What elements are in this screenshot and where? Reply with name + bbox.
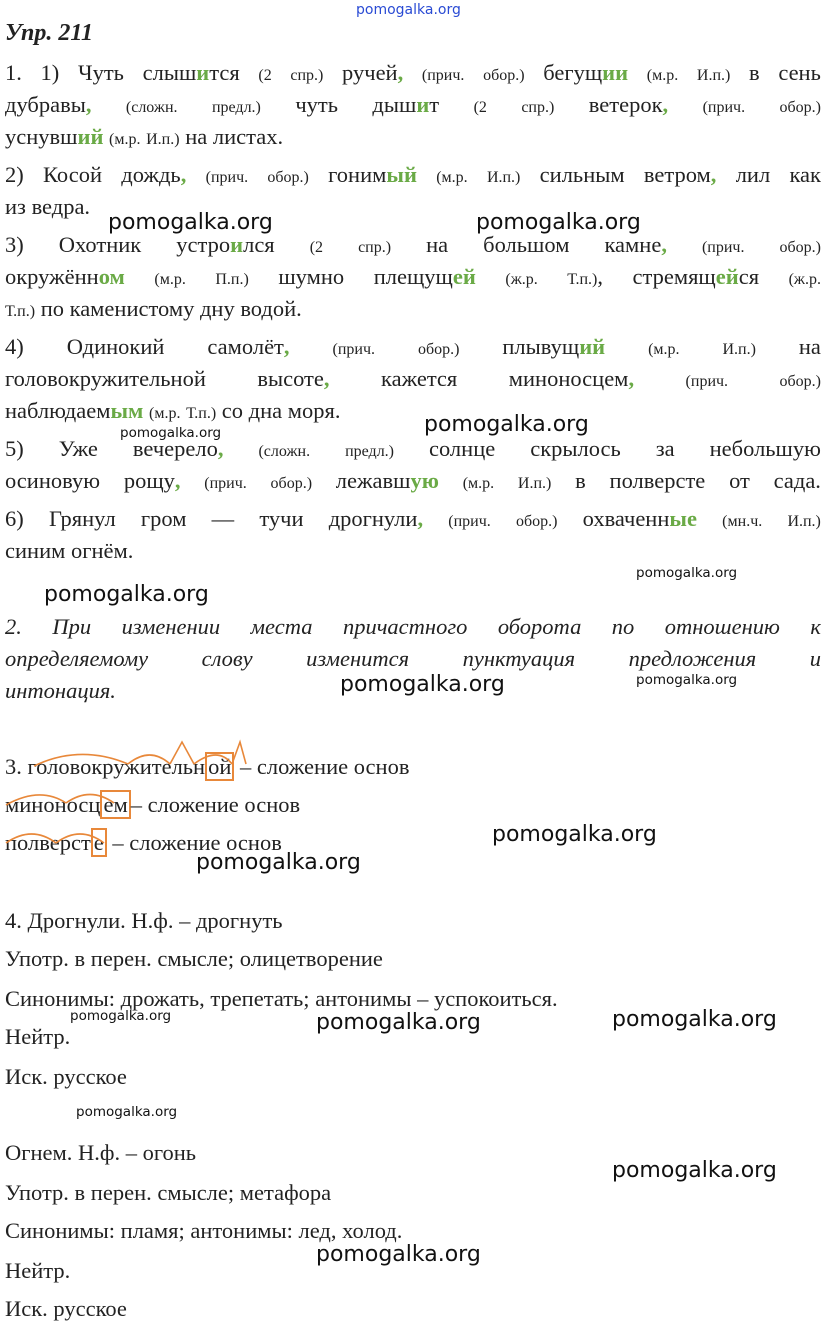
highlighted-ending: ий — [77, 124, 104, 149]
highlighted-ending: ий — [579, 334, 606, 359]
answer-line — [5, 644, 821, 674]
text-fragment: каменистому — [69, 296, 195, 321]
text-fragment: водой. — [240, 296, 302, 321]
formation-note: – сложение основ — [106, 830, 282, 855]
watermark: pomogalka.org — [44, 582, 209, 607]
text-fragment: осиновую — [5, 468, 101, 493]
word-ending: ем — [100, 790, 130, 819]
text-fragment: кажется — [381, 366, 458, 391]
word-stem: миноносц — [5, 792, 101, 817]
text-line — [5, 160, 821, 193]
grammar-note: И.п.) — [517, 475, 552, 492]
text-fragment: шумно — [278, 264, 345, 289]
text-fragment: скрылось — [530, 436, 621, 461]
grammar-note: (ж.р. — [505, 271, 538, 288]
text-fragment: 5) — [5, 436, 24, 461]
grammar-note: И.п.) — [486, 169, 521, 186]
highlighted-ending: , — [283, 334, 290, 359]
text-fragment: рощу — [123, 468, 175, 493]
text-line — [5, 332, 821, 365]
text-fragment: — — [211, 506, 235, 531]
text-line — [5, 262, 821, 295]
text-fragment: 3) — [5, 232, 24, 257]
text-fragment: лся — [243, 232, 275, 257]
watermark: pomogalka.org — [108, 210, 273, 235]
grammar-note: (ж.р. — [788, 271, 821, 288]
text-line — [5, 466, 821, 499]
word: отношению — [664, 614, 780, 639]
analysis-line: Иск. русское — [5, 1296, 127, 1321]
highlighted-ending: , — [661, 232, 667, 257]
text-fragment: Одинокий — [66, 334, 165, 359]
grammar-note: Т.п.) — [186, 405, 217, 422]
analysis-line: Синонимы: дрожать, трепетать; антонимы – успокоиться. — [5, 986, 558, 1011]
highlighted-ending: , — [417, 506, 424, 531]
text-fragment: 4) — [5, 334, 24, 359]
text-fragment: дыш — [372, 92, 417, 117]
text-fragment: дрогнули — [328, 506, 418, 531]
text-fragment: 1) — [40, 60, 60, 85]
grammar-note: обор.) — [515, 513, 558, 530]
highlighted-ending: , — [662, 92, 669, 117]
text-fragment: Уже — [58, 436, 98, 461]
highlighted-ending: ей — [715, 264, 739, 289]
answer-line: интонация. — [5, 678, 116, 703]
text-fragment: гоним — [328, 162, 387, 187]
watermark: pomogalka.org — [120, 425, 222, 441]
text-fragment: высоте — [257, 366, 324, 391]
highlighted-ending: ом — [98, 264, 125, 289]
highlighted-ending: , — [710, 162, 717, 187]
word: оборота — [497, 614, 582, 639]
morpheme-row: 3. головокружительн ой – сложение основ — [5, 754, 410, 779]
text-fragment: Чуть — [77, 60, 124, 85]
analysis-line: Огнем. Н.ф. – огонь — [5, 1140, 197, 1165]
grammar-note: (прич. — [702, 99, 746, 116]
word: к — [810, 614, 821, 639]
text-fragment: слыш — [142, 60, 197, 85]
formation-note: – сложение основ — [130, 792, 301, 817]
text-fragment: вечерело — [132, 436, 218, 461]
text-fragment: лежавш — [335, 468, 411, 493]
text-fragment: ручей — [342, 60, 398, 85]
text-fragment: в — [575, 468, 586, 493]
analysis-line: Синонимы: пламя; антонимы: лед, холод. — [5, 1218, 403, 1243]
text-fragment: синим — [5, 538, 66, 563]
text-fragment: моря. — [287, 398, 341, 423]
grammar-note: (м.р. — [436, 169, 468, 186]
analysis-line: 4. Дрогнули. Н.ф. – дрогнуть — [5, 908, 283, 933]
text-fragment: 1. — [5, 60, 22, 85]
text-fragment: стремящ — [632, 264, 716, 289]
word: места — [250, 614, 313, 639]
grammar-note: (м.р. — [149, 405, 181, 422]
top-watermark: pomogalka.org — [356, 2, 461, 18]
text-fragment: большом — [483, 232, 570, 257]
grammar-note: И.п.) — [787, 513, 821, 530]
text-fragment: со — [221, 398, 244, 423]
text-fragment: дождь — [121, 162, 181, 187]
highlighted-ending: , — [628, 366, 635, 391]
text-fragment: на — [798, 334, 821, 359]
grammar-note: (сложн. — [125, 99, 178, 116]
watermark: pomogalka.org — [492, 822, 657, 847]
grammar-note: Т.п.) — [5, 303, 36, 320]
grammar-note: (м.р. — [462, 475, 495, 492]
watermark: pomogalka.org — [70, 1008, 172, 1024]
text-fragment: сень — [778, 60, 821, 85]
grammar-note: (прич. — [701, 239, 745, 256]
word: предложения — [628, 646, 757, 671]
watermark: pomogalka.org — [316, 1010, 481, 1035]
text-fragment: тся — [209, 60, 240, 85]
analysis-line: Иск. русское — [5, 1064, 127, 1089]
highlighted-ending: ей — [452, 264, 476, 289]
grammar-note: (прич. — [205, 169, 249, 186]
grammar-note: обор.) — [779, 373, 821, 390]
grammar-note: обор.) — [483, 67, 525, 84]
text-fragment: ведра. — [31, 194, 91, 219]
word: При — [52, 614, 92, 639]
text-fragment: как — [789, 162, 821, 187]
word: пунктуация — [462, 646, 576, 671]
text-fragment: окружённ — [5, 264, 99, 289]
text-fragment: головокружительной — [5, 366, 206, 391]
grammar-note: П.п.) — [215, 271, 249, 288]
highlighted-ending: , — [174, 468, 181, 493]
text-fragment: т — [429, 92, 440, 117]
highlighted-ending: , — [85, 92, 92, 117]
word-stem: головокружительн — [27, 754, 206, 779]
text-line — [5, 536, 821, 566]
watermark: pomogalka.org — [76, 1104, 178, 1120]
text-fragment: ся — [738, 264, 760, 289]
text-fragment: листах. — [212, 124, 284, 149]
highlighted-ending: и — [230, 232, 244, 257]
analysis-line: Употр. в перен. смысле; олицетворение — [5, 946, 383, 971]
grammar-note: (сложн. — [258, 443, 311, 460]
grammar-note: предл.) — [345, 443, 394, 460]
text-fragment: дну — [199, 296, 235, 321]
highlighted-ending: и — [416, 92, 430, 117]
grammar-note: (м.р. — [109, 131, 141, 148]
grammar-note: (прич. — [204, 475, 247, 492]
watermark: pomogalka.org — [424, 412, 589, 437]
text-fragment: чуть — [295, 92, 338, 117]
grammar-note: обор.) — [779, 239, 821, 256]
text-line — [5, 294, 821, 327]
text-fragment: гром — [140, 506, 187, 531]
text-fragment: на — [426, 232, 449, 257]
text-line — [5, 90, 821, 123]
formation-note: – сложение основ — [234, 754, 410, 779]
word-ending: е — [91, 828, 107, 857]
word: изменении — [121, 614, 221, 639]
text-fragment: огнём. — [70, 538, 134, 563]
watermark: pomogalka.org — [636, 672, 738, 688]
text-fragment: за — [655, 436, 675, 461]
text-fragment: устро — [176, 232, 231, 257]
highlighted-ending: и — [196, 60, 210, 85]
text-fragment: полверсте — [609, 468, 706, 493]
text-fragment: охваченн — [582, 506, 670, 531]
morpheme-row — [5, 790, 821, 820]
grammar-note: (прич. — [332, 341, 375, 358]
word: причастного — [342, 614, 468, 639]
word: слову — [201, 646, 253, 671]
grammar-note: спр.) — [290, 67, 324, 84]
highlighted-ending: , — [323, 366, 330, 391]
text-line — [5, 504, 821, 537]
text-fragment: Косой — [43, 162, 103, 187]
text-fragment: от — [729, 468, 750, 493]
grammar-note: спр.) — [521, 99, 555, 116]
grammar-note: (мн.ч. — [722, 513, 763, 530]
text-fragment: дубравы — [5, 92, 86, 117]
highlighted-ending: ии — [602, 60, 629, 85]
word: по — [611, 614, 635, 639]
highlighted-ending: ым — [110, 398, 144, 423]
text-fragment: сада. — [773, 468, 821, 493]
grammar-note: (2 — [258, 67, 272, 84]
text-fragment: дна — [248, 398, 283, 423]
highlighted-ending: , — [180, 162, 187, 187]
text-fragment: плещущ — [373, 264, 453, 289]
text-fragment: в — [749, 60, 760, 85]
text-fragment: по — [40, 296, 64, 321]
text-fragment: Грянул — [48, 506, 116, 531]
highlighted-ending: , — [397, 60, 404, 85]
text-fragment: бегущ — [543, 60, 603, 85]
text-fragment: 6) — [5, 506, 24, 531]
text-fragment: на — [185, 124, 208, 149]
text-fragment: камне — [604, 232, 662, 257]
grammar-note: И.п.) — [696, 67, 731, 84]
text-fragment: плывущ — [502, 334, 580, 359]
word: определяемому — [5, 646, 149, 671]
text-fragment: миноносцем — [508, 366, 629, 391]
text-fragment: наблюдаем — [5, 398, 111, 423]
highlighted-ending: , — [217, 436, 224, 461]
highlighted-ending: ую — [410, 468, 439, 493]
answer-line — [5, 612, 821, 642]
grammar-note: (2 — [473, 99, 487, 116]
watermark: pomogalka.org — [612, 1007, 777, 1032]
grammar-note: И.п.) — [722, 341, 756, 358]
watermark: pomogalka.org — [476, 210, 641, 235]
text-fragment: уснувш — [5, 124, 78, 149]
grammar-note: предл.) — [211, 99, 261, 116]
grammar-note: (прич. — [448, 513, 491, 530]
text-fragment: , — [597, 264, 603, 289]
morpheme-row — [5, 828, 821, 858]
watermark: pomogalka.org — [636, 565, 738, 581]
highlighted-ending: ый — [386, 162, 417, 187]
analysis-line: Употр. в перен. смысле; метафора — [5, 1180, 332, 1205]
text-fragment: тучи — [259, 506, 304, 531]
text-fragment: Охотник — [58, 232, 142, 257]
grammar-note: (прич. — [685, 373, 729, 390]
watermark: pomogalka.org — [196, 850, 361, 875]
watermark: pomogalka.org — [612, 1158, 777, 1183]
text-fragment: солнце — [428, 436, 496, 461]
analysis-line: Нейтр. — [5, 1258, 71, 1283]
text-fragment: сильным — [539, 162, 625, 187]
word: 2. — [5, 614, 22, 639]
grammar-note: (2 — [309, 239, 324, 256]
grammar-note: Т.п.) — [567, 271, 598, 288]
grammar-note: (м.р. — [646, 67, 679, 84]
grammar-note: обор.) — [267, 169, 309, 186]
grammar-note: И.п.) — [146, 131, 180, 148]
text-fragment: ветром — [643, 162, 711, 187]
grammar-note: обор.) — [779, 99, 821, 116]
text-fragment: ветерок — [588, 92, 663, 117]
grammar-note: обор.) — [270, 475, 313, 492]
exercise-title: Упр. 211 — [5, 20, 94, 46]
highlighted-ending: ые — [669, 506, 697, 531]
word: и — [809, 646, 821, 671]
word-stem: полверст — [5, 830, 91, 855]
grammar-note: спр.) — [358, 239, 392, 256]
text-fragment: небольшую — [709, 436, 821, 461]
text-line — [5, 364, 821, 397]
text-fragment: лил — [735, 162, 771, 187]
grammar-note: (м.р. — [154, 271, 186, 288]
watermark: pomogalka.org — [316, 1242, 481, 1267]
text-line — [5, 122, 821, 155]
word-ending: ой — [205, 752, 234, 781]
grammar-note: обор.) — [417, 341, 460, 358]
watermark: pomogalka.org — [340, 672, 505, 697]
text-fragment: из — [5, 194, 26, 219]
grammar-note: (прич. — [421, 67, 465, 84]
text-line — [5, 58, 821, 91]
text-fragment: самолёт — [207, 334, 284, 359]
grammar-note: (м.р. — [648, 341, 680, 358]
analysis-line: Нейтр. — [5, 1024, 71, 1049]
text-fragment: 2) — [5, 162, 24, 187]
word: изменится — [306, 646, 410, 671]
